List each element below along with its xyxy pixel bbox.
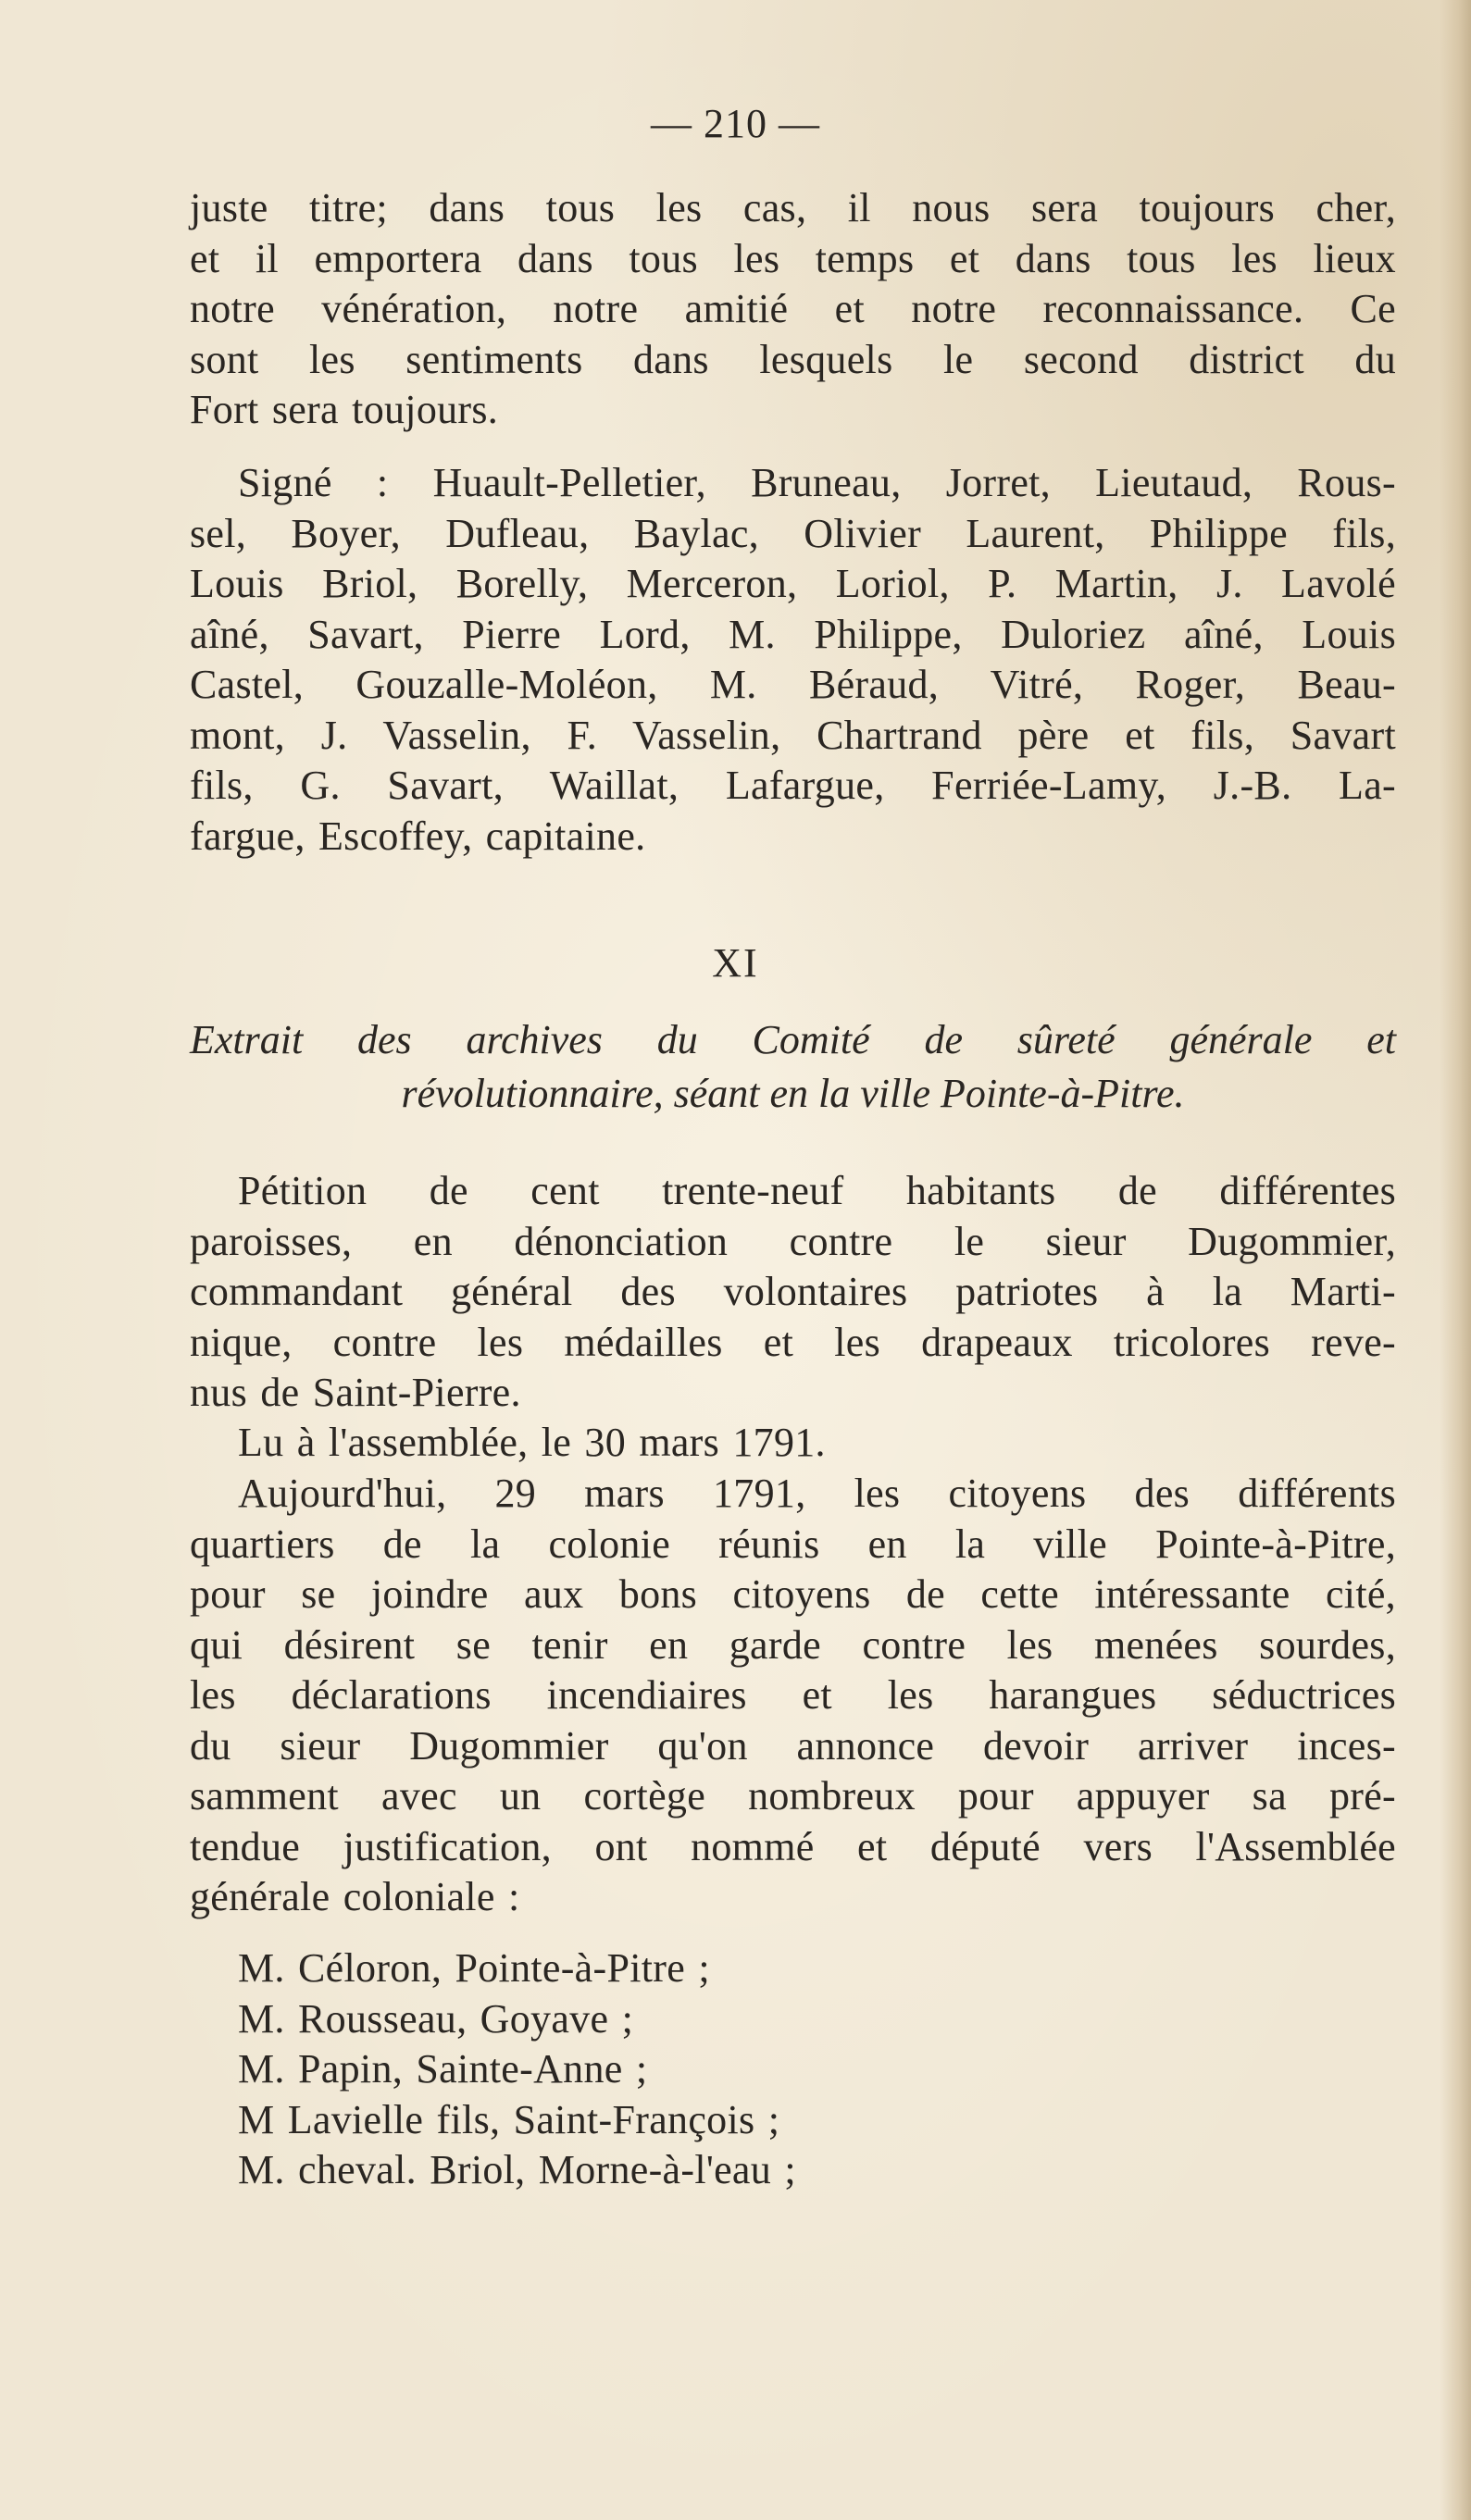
- text-line: commandant général des volontaires patriotes à la Marti-: [190, 1269, 1396, 1314]
- list-item: M. cheval. Briol, Morne-à-l'eau ;: [238, 2147, 796, 2192]
- deputies-list: [238, 1943, 1349, 2196]
- text-line: Castel, Gouzalle-Moléon, M. Béraud, Vitré, Roger, Beau-: [190, 662, 1396, 707]
- text-line: tendue justification, ont nommé et député vers l'Assemblée: [190, 1823, 1396, 1869]
- list-item: M. Céloron, Pointe-à-Pitre ;: [238, 1945, 710, 1991]
- text-line: quartiers de la colonie réunis en la ville Pointe-à-Pitre,: [190, 1521, 1396, 1567]
- section-numeral: XI: [712, 940, 759, 986]
- text-line: Signé : Huault-Pelletier, Bruneau, Jorret, Lieutaud, Rous-: [238, 460, 1396, 505]
- text-line: sel, Boyer, Dufleau, Baylac, Olivier Laurent, Philippe fils,: [190, 510, 1396, 556]
- page-edge-shadow: [1440, 0, 1471, 2520]
- text-line: générale coloniale :: [190, 1874, 520, 1919]
- text-line: Louis Briol, Borelly, Merceron, Loriol, P. Martin, J. Lavolé: [190, 561, 1396, 606]
- text-line: Fort sera toujours.: [190, 387, 499, 432]
- page-number: — 210 —: [651, 101, 820, 146]
- list-item: M. Rousseau, Goyave ;: [238, 1995, 634, 2042]
- text-line: aîné, Savart, Pierre Lord, M. Philippe, Duloriez aîné, Louis: [190, 611, 1396, 657]
- section-title: [190, 1013, 1396, 1121]
- text-line: juste titre; dans tous les cas, il nous sera toujours cher,: [190, 185, 1396, 230]
- paragraph-continuation: [190, 183, 1396, 436]
- list-item: M. Papin, Sainte-Anne ;: [238, 2046, 648, 2092]
- text-line: nus de Saint-Pierre.: [190, 1370, 521, 1415]
- petition-paragraph: [190, 1166, 1396, 1419]
- text-line: qui désirent se tenir en garde contre les menées sourdes,: [190, 1621, 1396, 1668]
- text-line: les déclarations incendiaires et les harangues séductrices: [190, 1672, 1396, 1718]
- section-title-line: révolutionnaire, séant en la ville Pointe-à-Pitre.: [401, 1071, 1185, 1116]
- text-line: samment avec un cortège nombreux pour appuyer sa pré-: [190, 1773, 1396, 1819]
- text-line: Aujourd'hui, 29 mars 1791, les citoyens des différents: [238, 1471, 1396, 1516]
- text-line: et il emportera dans tous les temps et dans tous les lieux: [190, 235, 1396, 281]
- list-item: M Lavielle fils, Saint-François ;: [238, 2096, 780, 2142]
- text-line: pour se joindre aux bons citoyens de cette intéressante cité,: [190, 1571, 1396, 1617]
- text-line: fils, G. Savart, Waillat, Lafargue, Ferriée-Lamy, J.-B. La-: [190, 763, 1396, 808]
- text-line: Lu à l'assemblée, le 30 mars 1791.: [238, 1420, 826, 1465]
- reading-note-paragraph: [190, 1418, 1396, 1469]
- text-line: notre vénération, notre amitié et notre reconnaissance. Ce: [190, 286, 1396, 331]
- text-line: paroisses, en dénonciation contre le sieur Dugommier,: [190, 1218, 1396, 1264]
- text-line: mont, J. Vasselin, F. Vasselin, Chartrand père et fils, Savart: [190, 712, 1396, 758]
- main-paragraph: [190, 1469, 1396, 1923]
- text-line: Pétition de cent trente-neuf habitants de différentes: [238, 1168, 1396, 1213]
- text-line: nique, contre les médailles et les drapeaux tricolores reve-: [190, 1319, 1396, 1365]
- text-line: fargue, Escoffey, capitaine.: [190, 813, 646, 859]
- text-line: du sieur Dugommier qu'on annonce devoir arriver inces-: [190, 1722, 1396, 1769]
- section-title-line: Extrait des archives du Comité de sûreté générale et: [190, 1017, 1396, 1062]
- signatures-paragraph: [190, 458, 1396, 862]
- text-line: sont les sentiments dans lesquels le second district du: [190, 336, 1396, 382]
